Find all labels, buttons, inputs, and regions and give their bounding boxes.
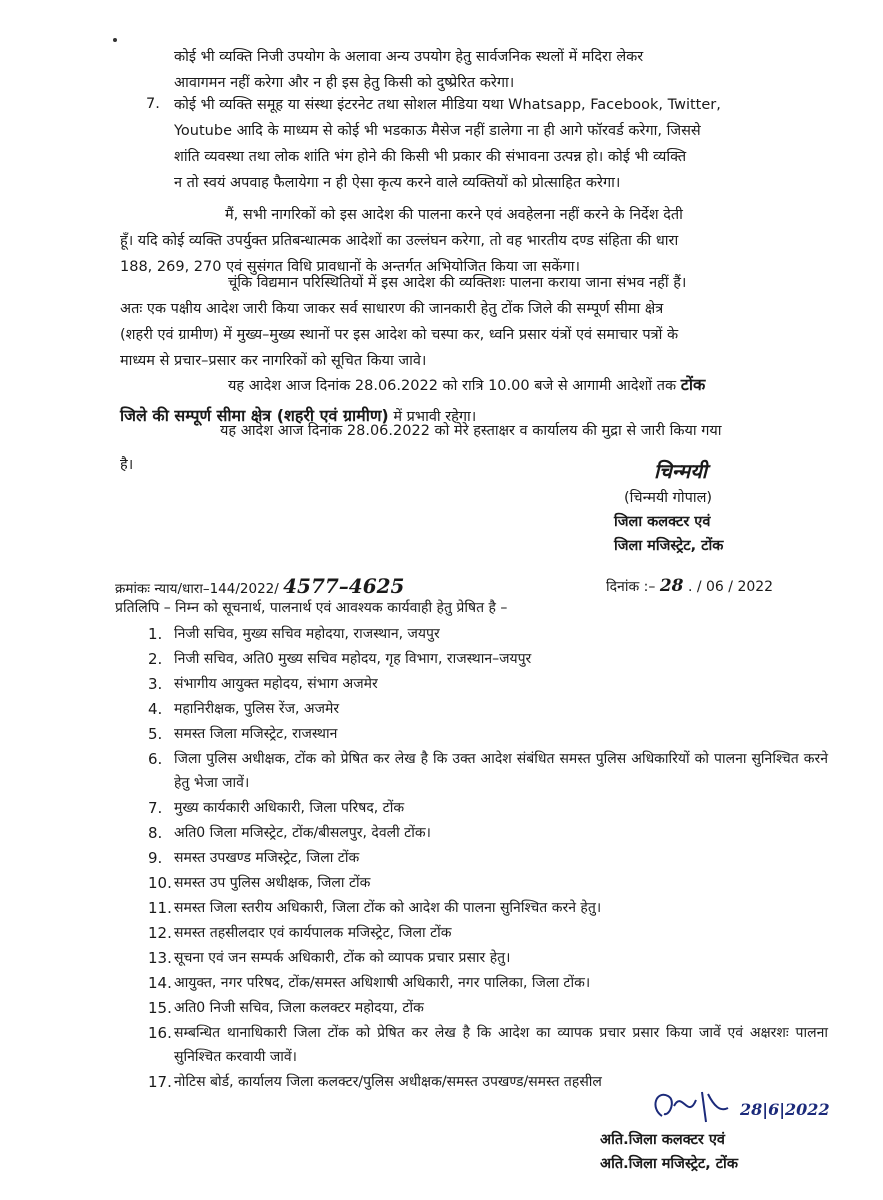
text-line: यह आदेश आज दिनांक 28.06.2022 को मेरे हस्ताक्षर व कार्यालय की मुद्रा से जारी किया गया bbox=[220, 423, 722, 439]
list-item-number: 1. bbox=[148, 625, 163, 643]
list-item-number: 5. bbox=[148, 725, 163, 743]
list-item-text: महानिरीक्षक, पुलिस रेंज, अजमेर bbox=[174, 701, 340, 717]
copy-to-list bbox=[148, 622, 828, 1095]
signature-date: 28|6|2022 bbox=[740, 1100, 830, 1119]
list-item-text: आयुक्त, नगर परिषद, टोंक/समस्त अधिशाषी अधिकारी, नगर पालिका, जिला टोंक। bbox=[174, 975, 591, 991]
list-item bbox=[148, 971, 828, 995]
list-item-text: संभागीय आयुक्त महोदय, संभाग अजमेर bbox=[174, 676, 378, 692]
signatory-block bbox=[614, 456, 814, 558]
bottom-signature bbox=[600, 1084, 830, 1128]
list-item-number: 2. bbox=[148, 650, 163, 668]
list-item bbox=[148, 697, 828, 721]
signature: चिन्मयी bbox=[654, 459, 707, 483]
text-line: आवागमन नहीं करेगा और न ही इस हेतु किसी को दुष्प्रेरित करेगा। bbox=[174, 75, 515, 91]
effective-text-tail: में प्रभावी रहेगा। bbox=[393, 409, 477, 425]
item-number: 7. bbox=[146, 96, 160, 112]
top-paragraph bbox=[174, 44, 794, 96]
kramank-label: क्रमांकः न्याय/धारा–144/2022/ bbox=[115, 581, 279, 597]
list-item-number: 15. bbox=[148, 999, 172, 1017]
list-item-text: नोटिस बोर्ड, कार्यालय जिला कलक्टर/पुलिस अधीक्षक/समस्त उपखण्ड/समस्त तहसील bbox=[174, 1074, 602, 1090]
list-item-number: 8. bbox=[148, 824, 163, 842]
list-item bbox=[148, 672, 828, 696]
text-line: कोई भी व्यक्ति समूह या संस्था इंटरनेट तथा सोशल मीडिया यथा Whatsapp, Facebook, Twitter, bbox=[174, 97, 721, 113]
list-item-text: समस्त तहसीलदार एवं कार्यपालक मजिस्ट्रेट, जिला टोंक bbox=[174, 925, 452, 941]
list-item-number: 13. bbox=[148, 949, 172, 967]
list-item-text: मुख्य कार्यकारी अधिकारी, जिला परिषद, टोंक bbox=[174, 800, 405, 816]
reference-number bbox=[115, 574, 404, 598]
direction-paragraph bbox=[120, 202, 796, 280]
list-item-text: जिला पुलिस अधीक्षक, टोंक को प्रेषित कर लेख है कि उक्त आदेश संबंधित समस्त पुलिस अधिकारियों को पालना सुनिश्चित करने हेतु भेजा जावें। bbox=[174, 751, 828, 791]
effective-text: यह आदेश आज दिनांक 28.06.2022 को रात्रि 10.00 बजे से आगामी आदेशों तक bbox=[228, 378, 677, 394]
signatory-designation: जिला मजिस्ट्रेट, टोंक bbox=[614, 538, 724, 554]
list-item-number: 17. bbox=[148, 1073, 172, 1091]
list-item-number: 12. bbox=[148, 924, 172, 942]
list-item bbox=[148, 747, 828, 795]
list-item-number: 9. bbox=[148, 849, 163, 867]
list-item bbox=[148, 896, 828, 920]
text-line: हूँ। यदि कोई व्यक्ति उपर्युक्त प्रतिबन्धात्मक आदेशों का उल्लंघन करेगा, तो वह भारतीय दण्ड संहिता की धारा bbox=[120, 233, 679, 249]
handwritten-dispatch-number: 4577–4625 bbox=[283, 574, 405, 598]
text-line: 188, 269, 270 एवं सुसंगत विधि प्रावधानों के अन्तर्गत अभियोजित किया जा सकेंगा। bbox=[120, 259, 580, 275]
list-item-text: समस्त उपखण्ड मजिस्ट्रेट, जिला टोंक bbox=[174, 850, 360, 866]
text-line: न तो स्वयं अपवाह फैलायेगा न ही ऐसा कृत्य करने वाले व्यक्तियों को प्रोत्साहित करेगा। bbox=[174, 175, 621, 191]
list-item bbox=[148, 722, 828, 746]
list-item bbox=[148, 946, 828, 970]
list-item bbox=[148, 796, 828, 820]
list-item-text: समस्त उप पुलिस अधीक्षक, जिला टोंक bbox=[174, 875, 371, 891]
list-item-text: सम्बन्धित थानाधिकारी जिला टोंक को प्रेषित कर लेख है कि आदेश का व्यापक प्रचार प्रसार किया जावें एवं अक्षरशः पालना सुनिश्चित करवायी जावें। bbox=[174, 1025, 828, 1065]
list-item-text: निजी सचिव, मुख्य सचिव महोदया, राजस्थान, जयपुर bbox=[174, 626, 440, 642]
signatory-name: (चिन्मयी गोपाल) bbox=[624, 490, 713, 506]
list-item-number: 3. bbox=[148, 675, 163, 693]
list-item-text: समस्त जिला स्तरीय अधिकारी, जिला टोंक को आदेश की पालना सुनिश्चित करने हेतु। bbox=[174, 900, 602, 916]
list-item bbox=[148, 996, 828, 1020]
scan-speck bbox=[113, 38, 117, 42]
bottom-designation: अति.जिला कलक्टर एवं bbox=[600, 1132, 725, 1148]
list-item-text: सूचना एवं जन सम्पर्क अधिकारी, टोंक को व्यापक प्रचार प्रसार हेतु। bbox=[174, 950, 511, 966]
list-item-number: 6. bbox=[148, 750, 163, 768]
exparte-paragraph bbox=[120, 270, 796, 374]
item-7-paragraph bbox=[174, 92, 794, 196]
list-item-text: अति0 जिला मजिस्ट्रेट, टोंक/बीसलपुर, देवली टोंक। bbox=[174, 825, 431, 841]
list-item-text: अति0 निजी सचिव, जिला कलक्टर महोदया, टोंक bbox=[174, 1000, 424, 1016]
text-line: शांति व्यवस्था तथा लोक शांति भंग होने की किसी भी प्रकार की संभावना उत्पन्न हो। कोई भी व्यक्ति bbox=[174, 149, 687, 165]
list-item bbox=[148, 821, 828, 845]
signatory-designation: जिला कलक्टर एवं bbox=[614, 514, 711, 530]
effective-area: जिले की सम्पूर्ण सीमा क्षेत्र (शहरी एवं ग्रामीण) bbox=[120, 406, 389, 425]
effective-district: टोंक bbox=[680, 375, 706, 394]
signature-scribble-icon bbox=[650, 1086, 730, 1126]
text-line bbox=[120, 372, 796, 399]
text-line: अतः एक पक्षीय आदेश जारी किया जाकर सर्व साधारण की जानकारी हेतु टोंक जिले की सम्पूर्ण सीमा क्षेत्र bbox=[120, 301, 664, 317]
handwritten-date-day: 28 bbox=[659, 576, 684, 596]
list-item-number: 11. bbox=[148, 899, 172, 917]
list-item-text: निजी सचिव, अति0 मुख्य सचिव महोदय, गृह विभाग, राजस्थान–जयपुर bbox=[174, 651, 532, 667]
list-item bbox=[148, 622, 828, 646]
list-item bbox=[148, 647, 828, 671]
list-item bbox=[148, 846, 828, 870]
list-item-number: 14. bbox=[148, 974, 172, 992]
list-item-number: 4. bbox=[148, 700, 163, 718]
list-item-number: 10. bbox=[148, 874, 172, 892]
bottom-signatory-block bbox=[600, 1084, 830, 1176]
text-line: (शहरी एवं ग्रामीण) में मुख्य–मुख्य स्थानों पर इस आदेश को चस्पा कर, ध्वनि प्रसार यंत्रों एवं समाचार पत्रों के bbox=[120, 327, 679, 343]
bottom-designation: अति.जिला मजिस्ट्रेट, टोंक bbox=[600, 1156, 738, 1172]
date-month-year: . / 06 / 2022 bbox=[687, 579, 774, 595]
list-item-number: 16. bbox=[148, 1024, 172, 1042]
reference-date bbox=[606, 576, 773, 596]
list-item-text: समस्त जिला मजिस्ट्रेट, राजस्थान bbox=[174, 726, 338, 742]
list-item bbox=[148, 921, 828, 945]
text-line: कोई भी व्यक्ति निजी उपयोग के अलावा अन्य उपयोग हेतु सार्वजनिक स्थलों में मदिरा लेकर bbox=[174, 49, 644, 65]
text-line: है। bbox=[120, 457, 134, 473]
list-item bbox=[148, 1021, 828, 1069]
list-item-number: 7. bbox=[148, 799, 163, 817]
copy-to-heading: प्रतिलिपि – निम्न को सूचनार्थ, पालनार्थ एवं आवश्यक कार्यवाही हेतु प्रेषित है – bbox=[115, 600, 508, 616]
date-label: दिनांक :– bbox=[606, 579, 656, 595]
list-item bbox=[148, 871, 828, 895]
text-line: चूंकि विद्यमान परिस्थितियों में इस आदेश की व्यक्तिशः पालना कराया जाना संभव नहीं हैं। bbox=[228, 275, 687, 291]
text-line: माध्यम से प्रचार–प्रसार कर नागरिकों को सूचित किया जावे। bbox=[120, 353, 427, 369]
text-line: Youtube आदि के माध्यम से कोई भी भडकाऊ मैसेज नहीं डालेगा ना ही आगे फॉरवर्ड करेगा, जिससे bbox=[174, 123, 701, 139]
text-line: मैं, सभी नागरिकों को इस आदेश की पालना करने एवं अवहेलना नहीं करने के निर्देश देती bbox=[225, 207, 683, 223]
